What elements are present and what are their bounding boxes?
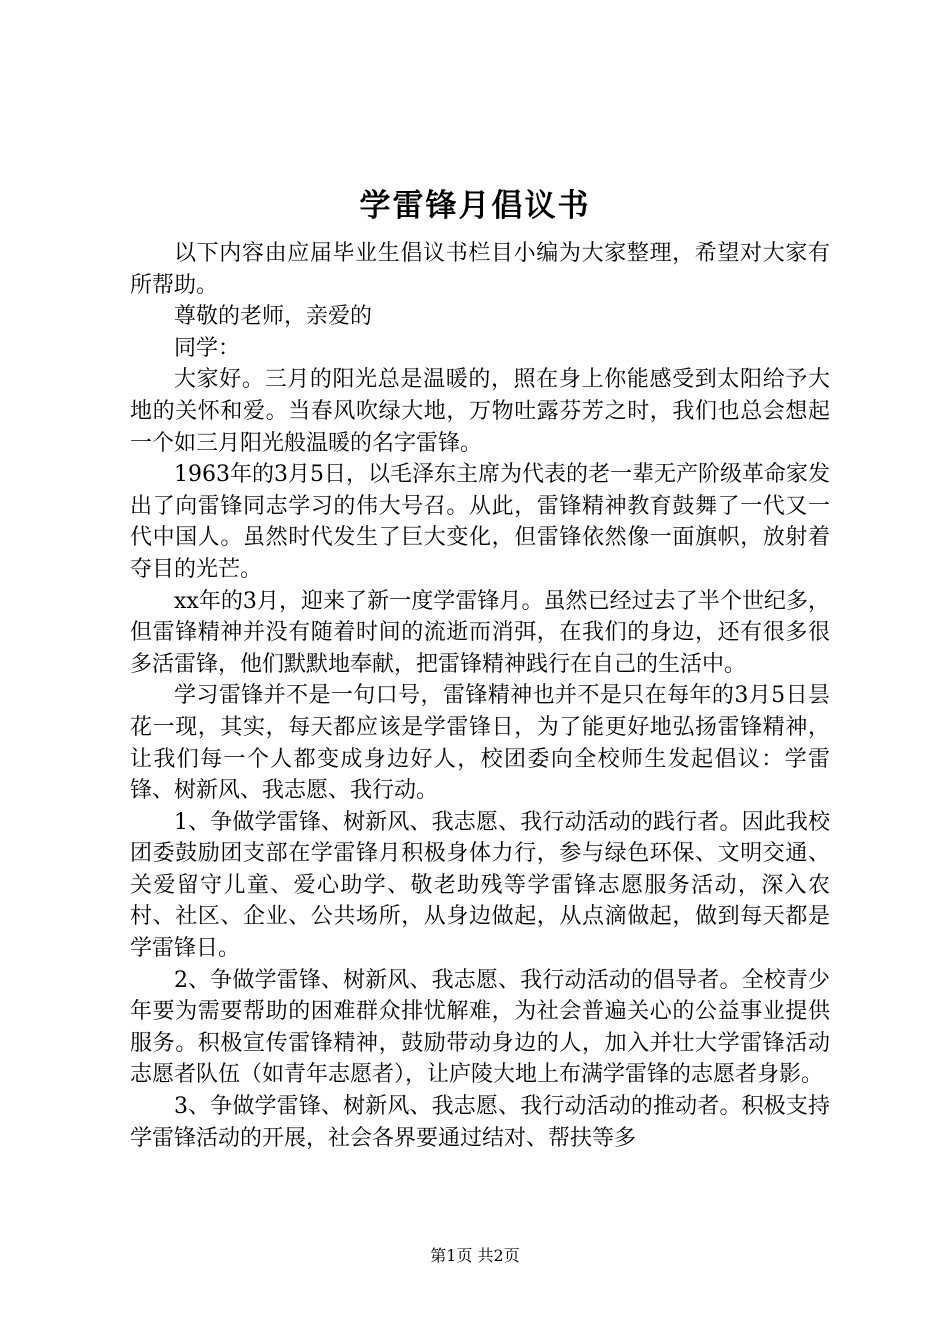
paragraph-greeting: 大家好。三月的阳光总是温暖的，照在身上你能感受到太阳给予大地的关怀和爱。当春风吹绿大地，万物吐露芬芳之时，我们也总会想起一个如三月阳光般温暖的名字雷锋。 xyxy=(130,367,830,456)
document-body xyxy=(130,238,830,1154)
paragraph-current-year: xx年的3月，迎来了新一度学雷锋月。虽然已经过去了半个世纪多，但雷锋精神并没有随着时间的流逝而消弭，在我们的身边，还有很多很多活雷锋，他们默默地奉献，把雷锋精神践行在自己的生活中。 xyxy=(130,588,830,677)
paragraph-item-1: 1、争做学雷锋、树新风、我志愿、我行动活动的践行者。因此我校团委鼓励团支部在学雷锋月积极身体力行，参与绿色环保、文明交通、关爱留守儿童、爱心助学、敬老助残等学雷锋志愿服务活动，深入农村、社区、企业、公共场所，从身边做起，从点滴做起，做到每天都是学雷锋日。 xyxy=(130,809,830,962)
paragraph-salutation-continued: 同学： xyxy=(174,335,241,361)
document-title: 学雷锋月倡议书 xyxy=(359,188,591,224)
paragraph-salutation: 尊敬的老师，亲爱的 xyxy=(174,304,373,330)
paragraph-proposal: 学习雷锋并不是一句口号，雷锋精神也并不是只在每年的3月5日昙花一现，其实，每天都应该是学雷锋日，为了能更好地弘扬雷锋精神，让我们每一个人都变成身边好人，校团委向全校师生发起倡议：学雷锋、树新风、我志愿、我行动。 xyxy=(130,683,830,804)
paragraph-intro: 以下内容由应届毕业生倡议书栏目小编为大家整理，希望对大家有所帮助。 xyxy=(130,241,830,298)
page-number-footer: 第1页 共2页 xyxy=(430,1246,520,1265)
paragraph-item-2: 2、争做学雷锋、树新风、我志愿、我行动活动的倡导者。全校青少年要为需要帮助的困难群众排忧解难，为社会普遍关心的公益事业提供服务。积极宣传雷锋精神，鼓励带动身边的人，加入并壮大学雷锋活动志愿者队伍（如青年志愿者），让庐陵大地上布满学雷锋的志愿者身影。 xyxy=(130,967,830,1088)
paragraph-history: 1963年的3月5日，以毛泽东主席为代表的老一辈无产阶级革命家发出了向雷锋同志学习的伟大号召。从此，雷锋精神教育鼓舞了一代又一代中国人。虽然时代发生了巨大变化，但雷锋依然像一面旗帜，放射着夺目的光芒。 xyxy=(130,462,830,582)
paragraph-item-3: 3、争做学雷锋、树新风、我志愿、我行动活动的推动者。积极支持学雷锋活动的开展，社会各界要通过结对、帮扶等多 xyxy=(130,1094,830,1151)
